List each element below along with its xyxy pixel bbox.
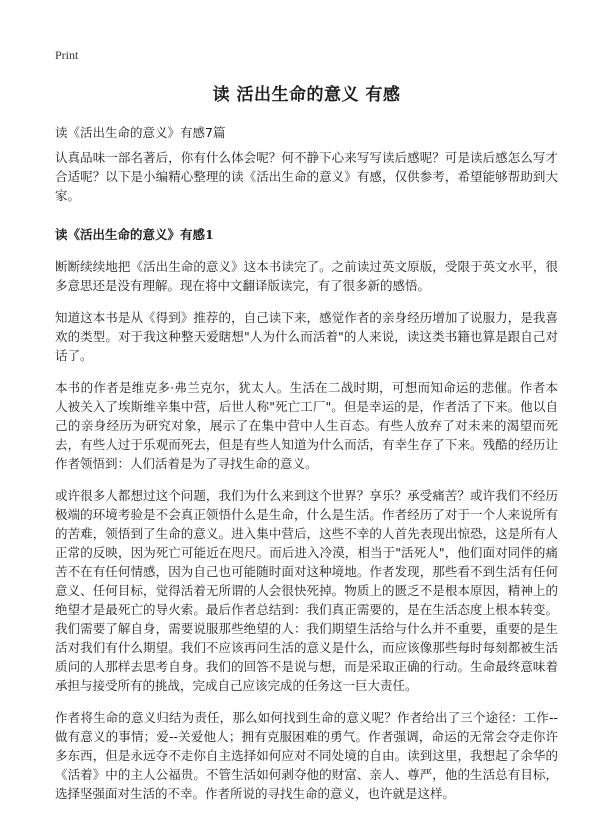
document-subtitle: 读《活出生命的意义》有感7篇: [55, 125, 226, 140]
section-heading: 读《活出生命的意义》有感1: [55, 227, 214, 242]
page-title: 读 活出生命的意义 有感: [212, 85, 401, 105]
body-paragraph: 断断续续地把《活出生命的意义》这本书读完了。之前读过英文原版，受限于英文水平，很多意思还是没有理解。现在将中文翻译版读完，有了很多新的感悟。: [55, 259, 558, 293]
intro-paragraph: 认真品味一部名著后，你有什么体会呢？何不静下心来写写读后感呢？可是读后感怎么写才合适呢？以下是小编精心整理的读《活出生命的意义》有感，仅供参考，希望能够帮助到大家。: [55, 150, 558, 203]
document-body: [55, 148, 558, 816]
body-paragraph: 作者将生命的意义归结为责任，那么如何找到生命的意义呢？作者给出了三个途径：工作--做有意义的事情；爱--关爱他人；拥有克服困难的勇气。作者强调，命运的无常会夺走你许多东西，但是永远夺不走你自主选择如何应对不同处境的自由。读到这里，我想起了余华的《活着》中的主人公福贵。不管生活如何剥夺他的财富、亲人、尊严，他的生活总有目标，选择坚强面对生活的不幸。作者所说的寻找生命的意义，也许就是这样。: [55, 710, 558, 801]
body-paragraph: 知道这本书是从《得到》推荐的，自己读下来，感觉作者的亲身经历增加了说服力，是我喜欢的类型。对于我这种整天爱瞎想"人为什么而活着"的人来说，读这类书籍也算是跟自己对话了。: [55, 310, 558, 363]
body-paragraph: 本书的作者是维克多·弗兰克尔，犹太人。生活在二战时期，可想而知命运的悲催。作者本人被关入了埃斯维辛集中营，后世人称"死亡工厂"。但是幸运的是，作者活了下来。他以自己的亲身经历为研究对象，展示了在集中营中人生百态。有些人放弃了对未来的渴望而死去，有些人过于乐观而死去，但是有些人知道为什么而活，有幸生存了下来。残酷的经历让作者领悟到：人们活着是为了寻找生命的意义。: [55, 380, 558, 471]
document-page: [55, 0, 558, 828]
body-paragraph: 或许很多人都想过这个问题，我们为什么来到这个世界？享乐？承受痛苦？或许我们不经历极端的环境考验是不会真正领悟什么是生命，什么是生活。作者经历了对于一个人来说所有的苦难，领悟到了生命的意义。进入集中营后，这些不幸的人首先表现出惊恐，这是所有人正常的反映，因为死亡可能近在咫尺。而后进入冷漠，相当于"活死人"，他们面对同伴的痛苦不在有任何情感，因为自己也可能随时面对这种境地。作者发现，那些看不到生活有任何意义、任何目标，觉得活着无所谓的人会很快死掉。物质上的匮乏不是根本原因，精神上的绝望才是最死亡的导火索。最后作者总结到：我们真正需要的，是在生活态度上根本转变。我们需要了解自身，需要说服那些绝望的人：我们期望生活给与什么并不重要，重要的是生活对我们有什么期望。我们不应该再问生活的意义是什么，而应该像那些每时每刻都被生活质问的人那样去思考自身。我们的回答不是说与想，而是采取正确的行动。生命最终意味着承担与接受所有的挑战，完成自己应该完成的任务这一巨大责任。: [55, 488, 558, 693]
print-link[interactable]: Print: [55, 48, 79, 62]
